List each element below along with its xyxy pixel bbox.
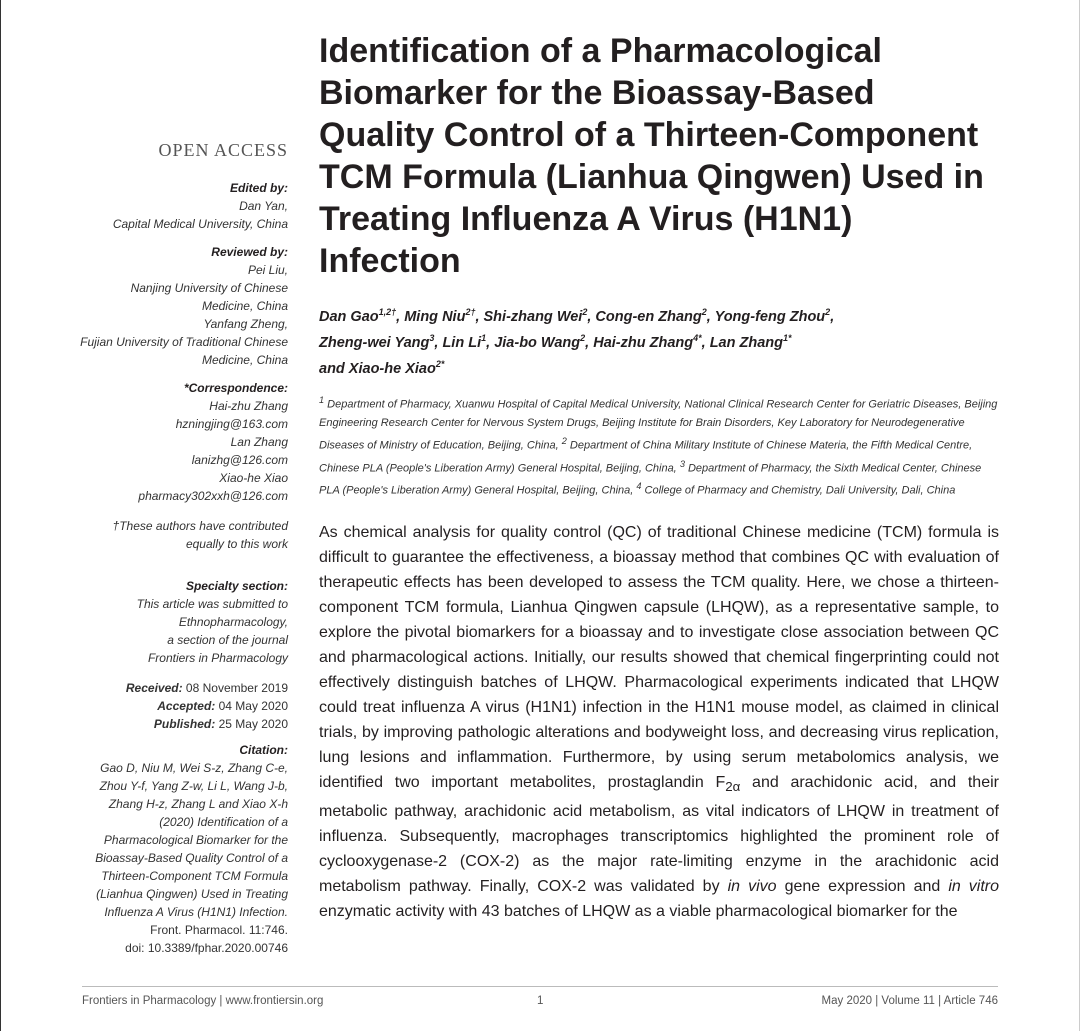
author-affil-sup: 1* <box>783 332 792 343</box>
affiliation-2: Department of China Military Institute of Chinese Materia, the Fifth Medical Centre, Chinese PLA (People's Liberation Army) General Hospital, Beijing, China, <box>319 439 973 475</box>
affiliation-3: Department of Pharmacy, the Sixth Medical Center, Chinese PLA (People's Liberation Army) General Hospital, Beijing, China, <box>319 462 982 498</box>
received-value: 08 November 2019 <box>185 681 288 695</box>
correspondent-name: Hai-zhu Zhang <box>209 399 288 413</box>
contribution-note-line: equally to this work <box>185 537 288 551</box>
citation-journal-ref: Front. Pharmacol. 11:746. <box>150 923 288 937</box>
reviewer-line: Medicine, China <box>201 299 288 313</box>
specialty-line: a section of the journal <box>167 633 288 647</box>
correspondent-name: Lan Zhang <box>230 435 288 449</box>
reviewer-line: Fujian University of Traditional Chinese <box>80 335 288 349</box>
reviewer-line: Nanjing University of Chinese <box>130 281 288 295</box>
correspondent-email[interactable]: pharmacy302xxh@126.com <box>138 489 288 503</box>
abstract-italic: in vitro <box>948 878 1000 896</box>
abstract-text: enzymatic activity with 43 batches of LHQW as a viable pharmacological biomarker for the <box>319 903 958 921</box>
accepted-value: 04 May 2020 <box>218 699 288 713</box>
footer-journal[interactable]: Frontiers in Pharmacology | www.frontiersin.org <box>82 995 324 1007</box>
open-access-label: OPEN ACCESS <box>158 140 288 160</box>
author-affil-sup: 2† <box>465 307 476 317</box>
specialty-line: Ethnopharmacology, <box>178 615 288 629</box>
abstract-subscript: 2α <box>725 779 741 795</box>
author-name[interactable]: Lin Li <box>442 334 482 351</box>
citation-line: (Lianhua Qingwen) Used in Treating <box>96 887 288 901</box>
specialty-heading: Specialty section: <box>185 579 288 593</box>
citation-heading: Citation: <box>239 743 288 757</box>
citation-line: Influenza A Virus (H1N1) Infection. <box>104 905 288 919</box>
footer-page-number: 1 <box>537 995 544 1007</box>
citation-line: Zhang H-z, Zhang L and Xiao X-h <box>108 797 288 811</box>
main-column <box>319 30 999 924</box>
author-affil-sup: 2 <box>580 332 586 343</box>
reviewed-by-heading: Reviewed by: <box>211 245 288 259</box>
author-affil-sup: 1 <box>481 332 487 343</box>
affiliation-4: College of Pharmacy and Chemistry, Dali University, Dali, China <box>644 485 956 498</box>
footer-rule <box>82 986 998 987</box>
author-affil-sup: 2* <box>435 358 445 369</box>
accepted-label: Accepted: <box>157 699 216 713</box>
citation-line: (2020) Identification of a <box>159 815 288 829</box>
author-name[interactable]: Zheng-wei Yang <box>319 334 430 351</box>
edited-by-heading: Edited by: <box>229 181 288 195</box>
author-affil-sup: 2 <box>701 307 707 317</box>
citation-line: Thirteen-Component TCM Formula <box>101 869 288 883</box>
citation-section <box>70 741 288 957</box>
specialty-section <box>70 577 288 667</box>
received-date <box>70 679 288 697</box>
author-affil-sup: 2 <box>582 307 588 317</box>
edited-by-section <box>70 179 288 233</box>
citation-line: Gao D, Niu M, Wei S-z, Zhang C-e, <box>100 761 288 775</box>
author-affil-sup: 1,2† <box>378 307 397 317</box>
affil-sup: 2 <box>561 436 567 447</box>
specialty-line: This article was submitted to <box>136 597 288 611</box>
contribution-note <box>70 517 288 553</box>
author-affil-sup: 3 <box>429 332 435 343</box>
author-name[interactable]: Dan Gao <box>319 308 379 325</box>
correspondence-section <box>70 379 288 505</box>
correspondence-heading: *Correspondence: <box>183 381 288 395</box>
affiliations <box>319 391 999 500</box>
article-title: Identification of a Pharmacological Biomarker for the Bioassay-Based Quality Control of a Thirteen-Component TCM Formula (Lianhua Qingwen) Used in Treating Influenza A Virus (H1N1) Infection <box>319 32 984 280</box>
editor-line: Dan Yan, <box>239 199 288 213</box>
author-name[interactable]: Hai-zhu Zhang <box>593 334 694 351</box>
author-affil-sup: 2 <box>825 307 831 317</box>
published-date <box>70 715 288 733</box>
footer-issue-info: May 2020 | Volume 11 | Article 746 <box>821 995 998 1007</box>
abstract-text: and arachidonic acid, and their metabolic pathway, arachidonic acid metabolism, as vital indicators of LHQW in treatment of influenza. Subsequently, macrophages transcriptomics highlighted the prominent role of cyclooxygenase-2 (COX-2) as the major rate-limiting enzyme in the arachidonic acid metabolism pathway. Finally, COX-2 was validated by <box>319 774 999 896</box>
correspondent-email[interactable]: hzningjing@163.com <box>175 417 288 431</box>
author-name[interactable]: Shi-zhang Wei <box>483 308 583 325</box>
citation-line: Zhou Y-f, Yang Z-w, Li L, Wang J-b, <box>99 779 288 793</box>
reviewer-line: Medicine, China <box>201 353 288 367</box>
reviewed-by-section <box>70 243 288 369</box>
correspondent-name: Xiao-he Xiao <box>219 471 288 485</box>
author-name[interactable]: Yong-feng Zhou <box>714 308 826 325</box>
specialty-line: Frontiers in Pharmacology <box>147 651 288 665</box>
author-name[interactable]: Ming Niu <box>404 308 466 325</box>
received-label: Received: <box>125 681 183 695</box>
contribution-note-line: †These authors have contributed <box>112 519 288 533</box>
reviewer-line: Yanfang Zheng, <box>203 317 288 331</box>
author-affil-sup: 4* <box>693 332 702 343</box>
abstract <box>319 520 999 924</box>
author-name[interactable]: Lan Zhang <box>709 334 783 351</box>
published-label: Published: <box>153 717 216 731</box>
abstract-text: As chemical analysis for quality control (QC) of traditional Chinese medicine (TCM) formula is difficult to guarantee the effectiveness, a bioassay method that combines QC with evaluation of therapeutic effects has been developed to assess the TCM quality. Here, we chose a thirteen-component TCM formula, Lianhua Qingwen capsule (LHQW), as a representative sample, to explore the pivotal biomarkers for a bioassay and to investigate close association between QC and pharmacological actions. Initially, our results showed that chemical fingerprinting could not effectively distinguish batches of LHQW. Pharmacological experiments indicated that LHQW could treat influenza A virus (H1N1) infection in the H1N1 mouse model, as claimed in clinical trials, by improving pathologic alterations and bodyweight loss, and decreasing virus replication, lung lesions and inflammation. Furthermore, by using serum metabolomics analysis, we identified two important metabolites, prostaglandin F <box>319 524 999 792</box>
correspondent-email[interactable]: lanizhg@126.com <box>191 453 288 467</box>
author-name[interactable]: Cong-en Zhang <box>595 308 702 325</box>
author-name[interactable]: Jia-bo Wang <box>494 334 581 351</box>
editor-line: Capital Medical University, China <box>112 217 288 231</box>
affiliation-1: Department of Pharmacy, Xuanwu Hospital of Capital Medical University, National Clinical Research Center for Geriatric Diseases, Beijing Engineering Research Center for Nervous System Drugs, Beijing Institute for Brain Disorders, Key Laboratory for Neurodegenerative Diseases of Ministry of Education, Beijing, China, <box>319 399 998 452</box>
page-left-edge <box>0 0 1 1031</box>
abstract-text: gene expression and <box>776 878 949 896</box>
author-list: Dan Gao$^{1,2\dagger}$, Ming Niu$^{2\dagger}$, Shi-zhang Wei$^2$, Cong-en Zhang$^2$, Yong-feng Zhou$^2$, Zheng-wei Yang$^3$, Lin Li$^1$, Jia-bo Wang$^2$, Hai-zhu Zhang$^{4*}$, Lan Zhang$^{1*}$ and Xiao-he Xiao$^{2*}$ <box>319 307 835 377</box>
citation-line: Pharmacological Biomarker for the <box>103 833 288 847</box>
author-name[interactable]: and Xiao-he Xiao <box>319 360 436 377</box>
citation-doi[interactable]: doi: 10.3389/fphar.2020.00746 <box>125 941 288 955</box>
sidebar <box>70 140 288 961</box>
affil-sup: 3 <box>679 458 685 469</box>
dates-section <box>70 679 288 733</box>
abstract-italic: in vivo <box>727 878 777 896</box>
citation-line: Bioassay-Based Quality Control of a <box>95 851 288 865</box>
affil-sup: 4 <box>636 481 642 492</box>
reviewer-line: Pei Liu, <box>247 263 288 277</box>
published-value: 25 May 2020 <box>218 717 288 731</box>
affil-sup: 1 <box>319 395 325 406</box>
accepted-date <box>70 697 288 715</box>
